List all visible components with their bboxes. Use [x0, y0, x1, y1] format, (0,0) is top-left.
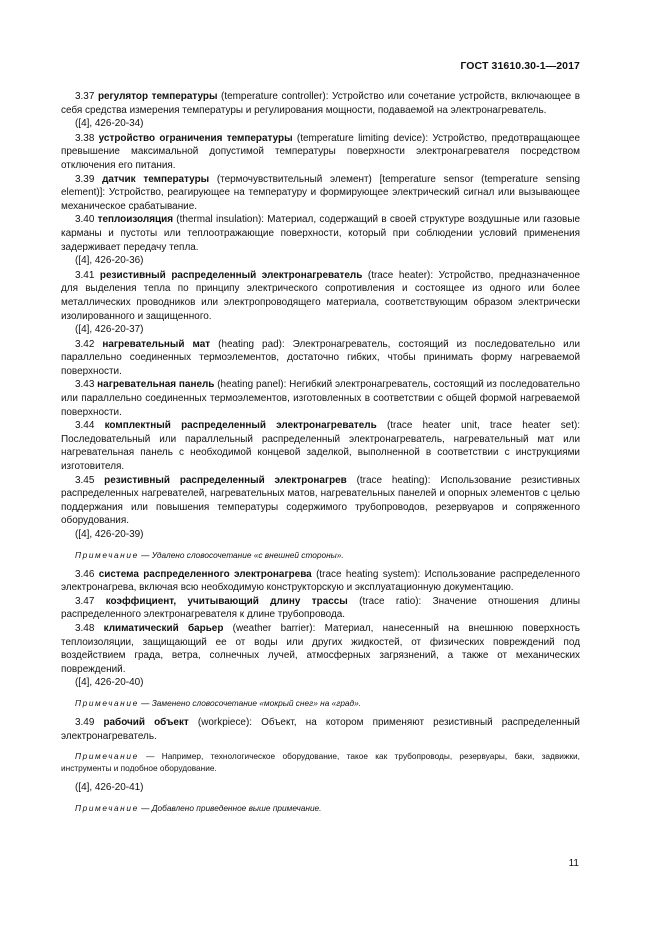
reference: ([4], 426-20-41) — [75, 782, 144, 794]
term: коэффициент, учитывающий длину трассы — [105, 595, 348, 607]
term: устройство ограничения температуры — [98, 132, 293, 144]
definition-3-37: 3.37 регулятор температуры (temperature controller): Устройство или сочетание устройств, включающее в себя средства измерения температуры и регулирования мощности, подаваемой на электронагреватель. — [61, 91, 581, 116]
note: Примечание — Удалено словосочетание «с внешней стороны». — [75, 549, 344, 560]
term: климатический барьер — [103, 622, 224, 634]
definition-3-41: 3.41 резистивный распределенный электронагреватель (trace heater): Устройство, предназначенное для выделения тепла по принципу электрического сопротивления и состоящее из одного или более металлических проводников или электропроводящего материала, соответствующим образом электрически изолированного и защищенного. — [61, 269, 581, 322]
reference: ([4], 426-20-34) — [75, 118, 144, 130]
note: Примечание — Например, технологическое оборудование, такое как трубопроводы, резервуары, баки, задвижки, инструменты и подобное оборудование. — [61, 751, 580, 774]
definition-3-45: 3.45 резистивный распределенный электронагрев (trace heating): Использование резистивных распределенных нагревателей, нагревательных матов, нагревательных панелей и опорных элементов с целью поддержания или повышения температуры содержимого трубопроводов, резервуаров и сопряженного оборудования. — [61, 474, 580, 527]
note: Примечание — Добавлено приведенное выше примечание. — [75, 802, 322, 813]
definition-3-42: 3.42 нагревательный мат (heating pad): Электронагреватель, состоящий из последовательно или параллельно соединенных термоэлементов, достаточно гибких, чтобы принимать форму нагреваемой поверхности. — [61, 338, 581, 377]
reference: ([4], 426-20-40) — [75, 677, 144, 689]
term: датчик температуры — [102, 173, 210, 185]
reference: ([4], 426-20-37) — [75, 324, 144, 336]
document-header: ГОСТ 31610.30-1—2017 — [460, 60, 580, 72]
term: система распределенного электронагрева — [98, 568, 312, 580]
definition-3-44: 3.44 комплектный распределенный электронагреватель (trace heater unit, trace heater set): Последовательный или параллельный распределенный электронагреватель, нагревательный мат или нагревательная панель с необходимой концевой заделкой, выполненной в соответствии с инструкциями изготовителя. — [61, 420, 581, 473]
term: теплоизоляция — [97, 214, 174, 226]
term: нагревательный мат — [102, 338, 211, 350]
note-label: Примечание — [75, 697, 139, 708]
term: комплектный распределенный электронагреватель — [104, 420, 377, 432]
note-label: Примечание — [75, 802, 139, 813]
reference: ([4], 426-20-39) — [75, 529, 144, 540]
term: резистивный распределенный электронагрев — [104, 474, 347, 486]
definition-3-48: 3.48 климатический барьер (weather barrier): Материал, нанесенный на внешнюю поверхность теплоизоляции, защищающий ее от воды или других жидкостей, от физических повреждений под воздействием града, ветра, солнечных лучей, атмосферных загрязнений, а также от механических повреждений. — [61, 622, 580, 675]
reference: ([4], 426-20-36) — [75, 255, 144, 267]
definition-3-47: 3.47 коэффициент, учитывающий длину трассы (trace ratio): Значение отношения длины распределенного электронагревателя к длине трубопровода. — [61, 595, 580, 621]
note: Примечание — Заменено словосочетание «мокрый снег» на «град». — [75, 697, 362, 708]
definition-3-38: 3.38 устройство ограничения температуры (temperature limiting device): Устройство, предотвращающее превышение максимальной допустимой температуры поверхности электронагревателя посредством отключения его питания. — [61, 132, 580, 171]
term: нагревательная панель — [97, 379, 215, 391]
document-body — [61, 90, 580, 821]
note-label: Примечание — [75, 549, 139, 560]
definition-3-49: 3.49 рабочий объект (workpiece): Объект, на котором применяют резистивный распределенный электронагреватель. — [61, 716, 580, 742]
definition-3-39: 3.39 датчик температуры (термочувствительный элемент) [temperature sensor (temperature sensing element)]: Устройство, реагирующее на температуру и формирующее электрический сигнал или вызывающее механическое срабатывание. — [61, 173, 581, 212]
term: рабочий объект — [103, 716, 189, 728]
note-label: Примечание — [75, 751, 139, 762]
term: регулятор температуры — [97, 91, 218, 102]
definition-3-43: 3.43 нагревательная панель (heating panel): Негибкий электронагреватель, состоящий из последовательно или параллельно соединенных термоэлементов, изготовленных в соответствии с общей формой нагреваемой поверхности. — [61, 379, 580, 418]
page-number: 11 — [568, 858, 579, 869]
definition-3-46: 3.46 система распределенного электронагрева (trace heating system): Использование распределенного электронагрева, включая всю необходимую конструкторскую и эксплуатационную документацию. — [61, 568, 581, 594]
term: резистивный распределенный электронагреватель — [99, 269, 363, 281]
definition-3-40: 3.40 теплоизоляция (thermal insulation): Материал, содержащий в своей структуре воздушные или газовые карманы и пустоты или теплоотражающие поверхности, который при соблюдении условий применения задерживает передачу тепла. — [61, 214, 581, 253]
